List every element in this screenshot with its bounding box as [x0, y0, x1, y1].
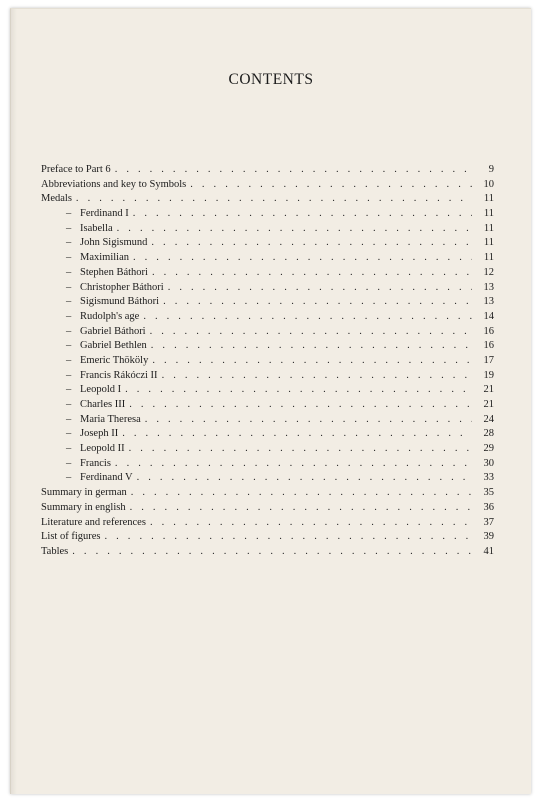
toc-entry	[41, 354, 494, 369]
toc-dot-leader	[162, 369, 472, 384]
toc-entry	[41, 383, 494, 398]
toc-entry	[41, 236, 494, 251]
toc-entry-text: Maria Theresa	[80, 413, 141, 425]
toc-page-number: 21	[483, 384, 494, 396]
toc-entry	[41, 222, 494, 237]
toc-entry	[41, 427, 494, 442]
toc-entry-label	[41, 339, 147, 354]
toc-dot-leader	[137, 471, 472, 486]
toc-dash: –	[66, 428, 72, 440]
toc-entry-label	[41, 236, 147, 251]
toc-entry-label	[41, 486, 127, 501]
toc-entry-label	[41, 178, 186, 193]
toc-page-number: 37	[483, 516, 494, 528]
toc-page-number: 11	[483, 237, 494, 249]
toc-dash: –	[66, 310, 72, 322]
toc-entry-text: Leopold I	[80, 384, 122, 396]
toc-dash: –	[66, 354, 72, 366]
toc-dot-leader	[152, 266, 472, 281]
toc-entry	[41, 339, 494, 354]
toc-page-number: 35	[483, 487, 494, 499]
toc-page-number: 24	[483, 413, 494, 425]
toc-entry	[41, 310, 494, 325]
toc-entry-text: Medals	[41, 193, 72, 205]
toc-entry	[41, 178, 494, 193]
toc-entry-text: Ferdinand I	[80, 208, 129, 220]
toc-entry-text: Gabriel Bethlen	[80, 340, 147, 352]
toc-dot-leader	[150, 516, 472, 531]
toc-dash: –	[66, 222, 72, 234]
toc-page-number: 28	[483, 428, 494, 440]
toc-dot-leader	[145, 413, 472, 428]
table-of-contents	[41, 163, 494, 560]
toc-dot-leader	[125, 383, 472, 398]
toc-entry	[41, 369, 494, 384]
toc-entry-text: Ferdinand V	[80, 472, 133, 484]
toc-entry-text: Tables	[41, 545, 69, 557]
toc-entry-text: Preface to Part 6	[41, 164, 111, 175]
toc-page-number: 17	[483, 354, 494, 366]
toc-entry-text: Summary in english	[41, 501, 126, 513]
toc-entry	[41, 251, 494, 266]
toc-entry	[41, 413, 494, 428]
toc-page-number: 16	[483, 325, 494, 337]
toc-entry-text: Literature and references	[41, 516, 146, 528]
toc-entry-label	[41, 457, 111, 472]
toc-page-number: 39	[483, 531, 494, 543]
toc-entry-text: Maximilian	[80, 252, 129, 264]
toc-entry-text: Abbreviations and key to Symbols	[41, 178, 187, 190]
toc-entry-label	[41, 398, 125, 413]
toc-entry-label	[41, 516, 146, 531]
toc-dash: –	[66, 413, 72, 425]
page-title: CONTENTS	[228, 71, 314, 88]
toc-dash: –	[66, 340, 72, 352]
toc-entry-text: Francis	[80, 457, 111, 469]
toc-entry	[41, 545, 494, 560]
toc-entry-label	[41, 383, 121, 398]
page-spine-shadow	[11, 9, 17, 794]
toc-entry	[41, 325, 494, 340]
toc-dot-leader	[130, 501, 472, 516]
toc-entry-text: Isabella	[80, 222, 113, 234]
toc-dot-leader	[115, 163, 472, 178]
toc-entry-label	[41, 545, 68, 560]
toc-dot-leader	[129, 398, 472, 413]
toc-entry	[41, 471, 494, 486]
toc-page-number: 21	[483, 399, 494, 410]
toc-dash: –	[66, 369, 72, 381]
toc-page-number: 33	[483, 472, 494, 484]
toc-page-number: 16	[483, 340, 494, 352]
toc-entry-text: List of figures	[41, 531, 101, 543]
toc-entry-label	[41, 207, 129, 222]
toc-entry-text: Gabriel Báthori	[80, 325, 146, 337]
toc-entry-label	[41, 530, 101, 545]
toc-entry	[41, 163, 494, 178]
toc-entry	[41, 486, 494, 501]
toc-entry-label	[41, 295, 159, 310]
toc-dot-leader	[133, 251, 472, 266]
toc-entry-label	[41, 354, 148, 369]
toc-page-number: 13	[483, 296, 494, 308]
toc-dot-leader	[129, 442, 472, 457]
toc-page-number: 41	[483, 545, 494, 557]
toc-entry-label	[41, 163, 111, 178]
toc-entry	[41, 457, 494, 472]
toc-entry-label	[41, 471, 133, 486]
toc-entry	[41, 398, 494, 413]
toc-dot-leader	[76, 192, 472, 207]
toc-entry	[41, 501, 494, 516]
toc-entry	[41, 266, 494, 281]
toc-dot-leader	[190, 178, 472, 193]
toc-entry-text: Leopold II	[80, 443, 125, 455]
toc-dot-leader	[151, 339, 472, 354]
toc-entry	[41, 281, 494, 296]
toc-entry-label	[41, 325, 146, 340]
toc-dash: –	[66, 399, 72, 410]
toc-entry-label	[41, 427, 118, 442]
toc-entry-text: Joseph II	[80, 428, 119, 440]
toc-dot-leader	[122, 427, 472, 442]
toc-entry-label	[41, 501, 126, 516]
toc-dot-leader	[143, 310, 472, 325]
toc-dot-leader	[117, 222, 472, 237]
toc-dash: –	[66, 266, 72, 278]
toc-page-number: 13	[483, 281, 494, 293]
toc-entry-label	[41, 413, 141, 428]
toc-entry-text: Stephen Báthori	[80, 266, 148, 278]
toc-page-number: 14	[483, 310, 494, 322]
toc-dot-leader	[150, 325, 472, 340]
toc-entry-label	[41, 222, 113, 237]
toc-entry-label	[41, 192, 72, 207]
toc-entry-label	[41, 442, 125, 457]
toc-entry-label	[41, 266, 148, 281]
toc-entry-text: Christopher Báthori	[80, 281, 164, 293]
toc-entry-label	[41, 251, 129, 266]
toc-page-number: 19	[483, 369, 494, 381]
toc-dot-leader	[115, 457, 472, 472]
toc-page-number: 36	[483, 501, 494, 513]
toc-dash: –	[66, 208, 72, 220]
toc-dot-leader	[168, 281, 472, 296]
toc-entry-label	[41, 310, 139, 325]
toc-entry-text: Charles III	[80, 399, 126, 410]
toc-page-number: 30	[483, 457, 494, 469]
toc-entry	[41, 516, 494, 531]
toc-entry-text: Sigismund Báthori	[80, 296, 160, 308]
toc-page-number: 29	[483, 443, 494, 455]
toc-dash: –	[66, 252, 72, 264]
toc-entry	[41, 192, 494, 207]
toc-dot-leader	[163, 295, 472, 310]
toc-entry-text: John Sigismund	[80, 237, 148, 249]
toc-dash: –	[66, 325, 72, 337]
toc-entry-text: Rudolph's age	[80, 310, 140, 322]
toc-dash: –	[66, 443, 72, 455]
toc-entry-label	[41, 369, 158, 384]
toc-page-number: 10	[483, 178, 494, 190]
toc-dot-leader	[72, 545, 472, 560]
toc-page-number: 12	[483, 266, 494, 278]
toc-entry	[41, 207, 494, 222]
toc-dash: –	[66, 457, 72, 469]
toc-entry-text: Summary in german	[41, 487, 127, 499]
toc-page-number: 11	[483, 222, 494, 234]
toc-page-number: 11	[483, 208, 494, 220]
toc-entry	[41, 442, 494, 457]
toc-dash: –	[66, 296, 72, 308]
toc-dash: –	[66, 237, 72, 249]
book-page	[10, 8, 531, 794]
toc-entry	[41, 530, 494, 545]
toc-page-number: 11	[483, 252, 494, 264]
toc-dot-leader	[152, 354, 472, 369]
toc-entry-text: Francis Rákóczi II	[80, 369, 158, 381]
toc-dash: –	[66, 384, 72, 396]
toc-dot-leader	[131, 486, 472, 501]
toc-dot-leader	[133, 207, 472, 222]
toc-page-number: 11	[483, 193, 494, 205]
toc-page-number: 9	[488, 164, 494, 175]
toc-dash: –	[66, 472, 72, 484]
toc-dot-leader	[105, 530, 473, 545]
toc-entry	[41, 295, 494, 310]
toc-dash: –	[66, 281, 72, 293]
toc-dot-leader	[151, 236, 472, 251]
toc-entry-text: Emeric Thököly	[80, 354, 149, 366]
toc-entry-label	[41, 281, 164, 296]
